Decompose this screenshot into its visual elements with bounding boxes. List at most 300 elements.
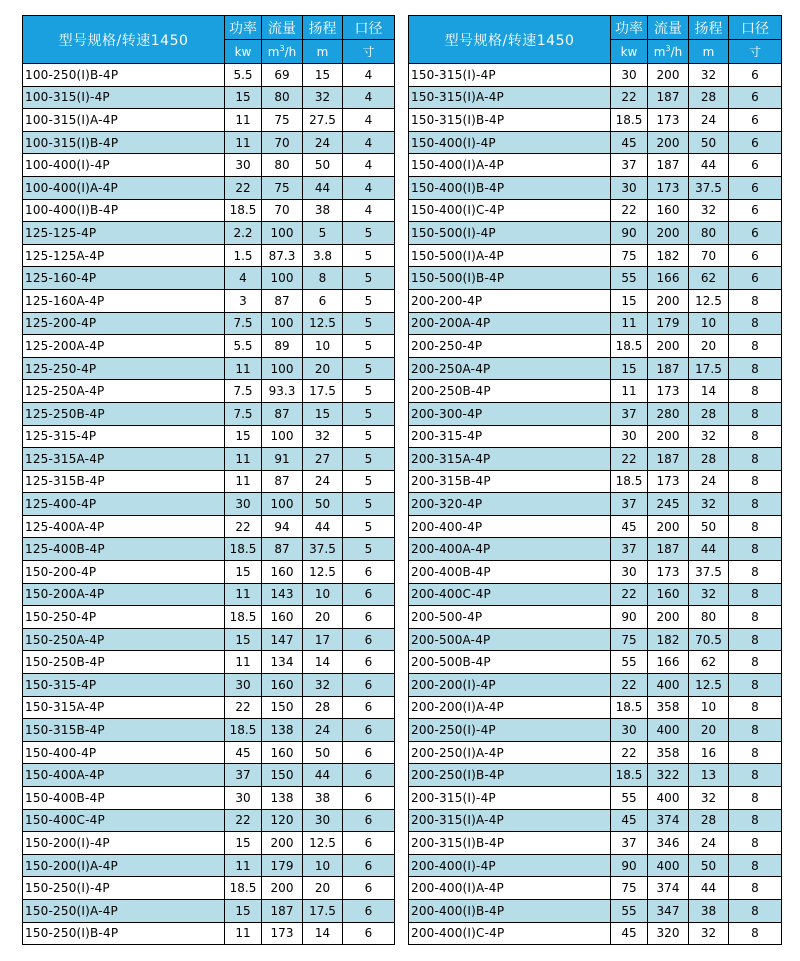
cell-power: 55: [611, 899, 648, 922]
table-row: [409, 86, 782, 109]
table-row: [23, 86, 395, 109]
cell-port: 5: [343, 425, 395, 448]
cell-model: 200-315-4P: [409, 425, 611, 448]
table-row: [409, 64, 782, 87]
cell-power: 15: [611, 289, 648, 312]
cell-port: 5: [343, 244, 395, 267]
cell-port: 8: [729, 854, 782, 877]
cell-head: 20: [303, 877, 343, 900]
cell-flow: 160: [262, 606, 303, 629]
cell-model: 125-125-4P: [23, 222, 225, 245]
cell-power: 11: [225, 109, 262, 132]
cell-head: 70.5: [689, 628, 729, 651]
cell-head: 32: [689, 64, 729, 87]
cell-head: 32: [689, 583, 729, 606]
cell-head: 20: [303, 606, 343, 629]
cell-flow: 134: [262, 651, 303, 674]
cell-flow: 187: [648, 448, 689, 471]
cell-head: 8: [303, 267, 343, 290]
table-row: [23, 606, 395, 629]
cell-head: 14: [303, 651, 343, 674]
cell-head: 17.5: [689, 357, 729, 380]
cell-head: 32: [689, 922, 729, 945]
cell-flow: 347: [648, 899, 689, 922]
cell-head: 37.5: [689, 561, 729, 584]
cell-port: 8: [729, 538, 782, 561]
cell-model: 200-315B-4P: [409, 470, 611, 493]
cell-port: 6: [729, 131, 782, 154]
table-row: [409, 380, 782, 403]
cell-power: 37: [611, 832, 648, 855]
table-row: [409, 628, 782, 651]
cell-model: 200-500-4P: [409, 606, 611, 629]
table-row: [409, 154, 782, 177]
cell-port: 4: [343, 176, 395, 199]
cell-model: 150-400-4P: [23, 741, 225, 764]
cell-model: 200-400B-4P: [409, 561, 611, 584]
cell-power: 37: [611, 402, 648, 425]
cell-flow: 173: [648, 470, 689, 493]
cell-flow: 150: [262, 696, 303, 719]
header-power-unit: kw: [611, 40, 648, 64]
cell-port: 6: [343, 741, 395, 764]
cell-port: 8: [729, 764, 782, 787]
cell-power: 30: [611, 719, 648, 742]
table-row: [23, 922, 395, 945]
cell-port: 6: [343, 651, 395, 674]
header-row-top: [409, 16, 782, 40]
cell-flow: 280: [648, 402, 689, 425]
cell-flow: 100: [262, 267, 303, 290]
cell-head: 50: [303, 493, 343, 516]
cell-flow: 200: [648, 64, 689, 87]
cell-port: 6: [343, 832, 395, 855]
cell-flow: 358: [648, 741, 689, 764]
cell-power: 45: [225, 741, 262, 764]
table-row: [409, 809, 782, 832]
cell-head: 10: [303, 335, 343, 358]
cell-power: 11: [225, 131, 262, 154]
flow-unit-prefix: m: [267, 45, 280, 59]
cell-head: 80: [689, 222, 729, 245]
table-row: [23, 787, 395, 810]
cell-model: 150-400(I)A-4P: [409, 154, 611, 177]
cell-flow: 80: [262, 154, 303, 177]
cell-head: 70: [689, 244, 729, 267]
cell-model: 200-250(I)A-4P: [409, 741, 611, 764]
table-row: [409, 696, 782, 719]
cell-model: 150-250(I)B-4P: [23, 922, 225, 945]
cell-model: 200-400-4P: [409, 515, 611, 538]
cell-model: 150-315B-4P: [23, 719, 225, 742]
cell-power: 30: [611, 64, 648, 87]
cell-model: 150-400C-4P: [23, 809, 225, 832]
cell-port: 8: [729, 561, 782, 584]
cell-port: 6: [343, 628, 395, 651]
cell-flow: 173: [648, 561, 689, 584]
cell-model: 100-315(I)-4P: [23, 86, 225, 109]
cell-port: 6: [729, 154, 782, 177]
cell-flow: 160: [262, 741, 303, 764]
cell-power: 11: [611, 380, 648, 403]
cell-model: 200-315(I)B-4P: [409, 832, 611, 855]
header-power: 功率: [611, 16, 648, 40]
cell-head: 32: [689, 425, 729, 448]
header-head: 扬程: [303, 16, 343, 40]
cell-model: 150-250A-4P: [23, 628, 225, 651]
cell-flow: 200: [648, 289, 689, 312]
cell-model: 125-160A-4P: [23, 289, 225, 312]
cell-model: 150-400(I)-4P: [409, 131, 611, 154]
cell-model: 200-320-4P: [409, 493, 611, 516]
cell-model: 200-315(I)A-4P: [409, 809, 611, 832]
table-row: [23, 493, 395, 516]
cell-head: 10: [689, 696, 729, 719]
cell-model: 200-250(I)-4P: [409, 719, 611, 742]
cell-port: 6: [729, 267, 782, 290]
flow-unit-prefix: m: [653, 45, 666, 59]
cell-model: 150-500(I)A-4P: [409, 244, 611, 267]
header-port-unit: 寸: [343, 40, 395, 64]
cell-port: 6: [729, 199, 782, 222]
cell-flow: 400: [648, 719, 689, 742]
cell-model: 125-125A-4P: [23, 244, 225, 267]
cell-head: 14: [303, 922, 343, 945]
cell-model: 125-315B-4P: [23, 470, 225, 493]
cell-flow: 374: [648, 877, 689, 900]
cell-flow: 80: [262, 86, 303, 109]
cell-power: 37: [611, 154, 648, 177]
cell-power: 1.5: [225, 244, 262, 267]
header-head: 扬程: [689, 16, 729, 40]
cell-model: 200-300-4P: [409, 402, 611, 425]
table-row: [409, 741, 782, 764]
cell-power: 90: [611, 222, 648, 245]
cell-port: 6: [343, 719, 395, 742]
table-row: [409, 719, 782, 742]
flow-unit-suffix: /h: [670, 45, 683, 59]
table-row: [409, 109, 782, 132]
cell-power: 30: [225, 787, 262, 810]
cell-model: 150-315(I)B-4P: [409, 109, 611, 132]
header-power-unit: kw: [225, 40, 262, 64]
cell-head: 15: [303, 64, 343, 87]
cell-power: 7.5: [225, 312, 262, 335]
cell-power: 55: [611, 651, 648, 674]
cell-flow: 187: [648, 538, 689, 561]
table-row: [409, 312, 782, 335]
cell-model: 200-400C-4P: [409, 583, 611, 606]
cell-model: 200-500A-4P: [409, 628, 611, 651]
cell-port: 6: [343, 899, 395, 922]
cell-port: 4: [343, 154, 395, 177]
cell-model: 200-250-4P: [409, 335, 611, 358]
cell-port: 8: [729, 380, 782, 403]
cell-power: 2.2: [225, 222, 262, 245]
cell-head: 50: [689, 515, 729, 538]
cell-port: 6: [343, 922, 395, 945]
cell-model: 200-200A-4P: [409, 312, 611, 335]
cell-flow: 358: [648, 696, 689, 719]
cell-flow: 179: [648, 312, 689, 335]
cell-head: 32: [689, 493, 729, 516]
cell-model: 125-250A-4P: [23, 380, 225, 403]
cell-power: 11: [225, 470, 262, 493]
cell-flow: 100: [262, 312, 303, 335]
cell-head: 12.5: [689, 674, 729, 697]
table-row: [409, 832, 782, 855]
cell-flow: 160: [262, 561, 303, 584]
cell-power: 11: [225, 583, 262, 606]
cell-head: 44: [689, 154, 729, 177]
cell-model: 100-400(I)A-4P: [23, 176, 225, 199]
cell-model: 100-315(I)B-4P: [23, 131, 225, 154]
table-row: [23, 470, 395, 493]
table-row: [409, 289, 782, 312]
table-row: [409, 222, 782, 245]
table-row: [23, 628, 395, 651]
table-row: [409, 493, 782, 516]
cell-power: 30: [611, 176, 648, 199]
cell-head: 50: [303, 154, 343, 177]
cell-flow: 187: [648, 154, 689, 177]
cell-head: 17.5: [303, 899, 343, 922]
cell-flow: 100: [262, 493, 303, 516]
cell-model: 150-400(I)C-4P: [409, 199, 611, 222]
cell-head: 12.5: [303, 312, 343, 335]
cell-power: 15: [225, 832, 262, 855]
cell-flow: 87.3: [262, 244, 303, 267]
cell-port: 8: [729, 809, 782, 832]
cell-port: 4: [343, 199, 395, 222]
header-model-title: 型号规格/转速1450: [23, 16, 225, 64]
cell-power: 22: [611, 86, 648, 109]
cell-power: 22: [225, 696, 262, 719]
cell-power: 11: [611, 312, 648, 335]
cell-model: 125-200A-4P: [23, 335, 225, 358]
cell-port: 6: [729, 109, 782, 132]
cell-port: 6: [343, 764, 395, 787]
cell-port: 6: [343, 877, 395, 900]
cell-head: 37.5: [689, 176, 729, 199]
cell-flow: 150: [262, 764, 303, 787]
table-row: [409, 335, 782, 358]
table-row: [23, 719, 395, 742]
cell-model: 150-315(I)A-4P: [409, 86, 611, 109]
table-row: [23, 877, 395, 900]
table-row: [23, 583, 395, 606]
cell-flow: 75: [262, 109, 303, 132]
table-row: [23, 448, 395, 471]
header-flow-unit: [262, 40, 303, 64]
header-head-unit: m: [689, 40, 729, 64]
cell-flow: 173: [648, 176, 689, 199]
cell-head: 15: [303, 402, 343, 425]
cell-model: 125-250B-4P: [23, 402, 225, 425]
cell-model: 200-200(I)-4P: [409, 674, 611, 697]
cell-flow: 200: [648, 222, 689, 245]
cell-power: 18.5: [611, 109, 648, 132]
cell-power: 18.5: [611, 764, 648, 787]
cell-flow: 166: [648, 651, 689, 674]
cell-power: 15: [225, 86, 262, 109]
table-row: [23, 267, 395, 290]
table-row: [23, 425, 395, 448]
cell-power: 22: [225, 809, 262, 832]
table-row: [23, 764, 395, 787]
cell-power: 11: [225, 357, 262, 380]
cell-flow: 400: [648, 787, 689, 810]
cell-head: 32: [689, 787, 729, 810]
cell-power: 45: [611, 809, 648, 832]
cell-port: 6: [729, 222, 782, 245]
cell-head: 20: [689, 335, 729, 358]
cell-power: 15: [225, 425, 262, 448]
cell-power: 11: [225, 448, 262, 471]
cell-head: 32: [689, 199, 729, 222]
cell-power: 37: [611, 538, 648, 561]
cell-model: 125-200-4P: [23, 312, 225, 335]
cell-model: 150-250(I)-4P: [23, 877, 225, 900]
cell-power: 30: [611, 425, 648, 448]
cell-power: 11: [225, 854, 262, 877]
table-row: [409, 674, 782, 697]
table-row: [23, 402, 395, 425]
header-port: 口径: [343, 16, 395, 40]
cell-power: 18.5: [225, 877, 262, 900]
cell-port: 8: [729, 289, 782, 312]
table-row: [23, 335, 395, 358]
cell-power: 90: [611, 854, 648, 877]
cell-head: 38: [303, 199, 343, 222]
header-flow-unit: [648, 40, 689, 64]
cell-head: 12.5: [303, 832, 343, 855]
cell-model: 150-200A-4P: [23, 583, 225, 606]
table-row: [409, 357, 782, 380]
cell-head: 24: [689, 470, 729, 493]
table-row: [409, 538, 782, 561]
header-port-unit: 寸: [729, 40, 782, 64]
cell-port: 6: [729, 86, 782, 109]
cell-head: 44: [689, 538, 729, 561]
cell-model: 150-315-4P: [23, 674, 225, 697]
cell-head: 24: [689, 109, 729, 132]
table-row: [23, 561, 395, 584]
table-row: [23, 154, 395, 177]
cell-flow: 100: [262, 357, 303, 380]
cell-power: 22: [225, 176, 262, 199]
table-row: [409, 402, 782, 425]
cell-port: 8: [729, 448, 782, 471]
table-row: [409, 425, 782, 448]
cell-power: 22: [611, 674, 648, 697]
header-model-title: 型号规格/转速1450: [409, 16, 611, 64]
cell-power: 15: [225, 899, 262, 922]
cell-port: 8: [729, 493, 782, 516]
cell-head: 17.5: [303, 380, 343, 403]
cell-model: 125-400B-4P: [23, 538, 225, 561]
cell-port: 8: [729, 651, 782, 674]
cell-port: 6: [729, 176, 782, 199]
cell-power: 18.5: [225, 538, 262, 561]
table-row: [23, 899, 395, 922]
cell-power: 15: [225, 628, 262, 651]
cell-port: 4: [343, 131, 395, 154]
cell-head: 10: [689, 312, 729, 335]
cell-power: 3: [225, 289, 262, 312]
table-row: [409, 854, 782, 877]
cell-head: 37.5: [303, 538, 343, 561]
cell-port: 8: [729, 674, 782, 697]
cell-power: 75: [611, 244, 648, 267]
cell-power: 45: [611, 515, 648, 538]
cell-port: 8: [729, 741, 782, 764]
cell-head: 32: [303, 674, 343, 697]
cell-flow: 160: [648, 199, 689, 222]
cell-model: 150-200(I)-4P: [23, 832, 225, 855]
table-row: [23, 289, 395, 312]
cell-flow: 322: [648, 764, 689, 787]
table-row: [23, 222, 395, 245]
cell-port: 4: [343, 109, 395, 132]
cell-head: 24: [689, 832, 729, 855]
cell-model: 200-400A-4P: [409, 538, 611, 561]
header-flow: 流量: [262, 16, 303, 40]
table-row: [23, 312, 395, 335]
cell-port: 8: [729, 583, 782, 606]
cell-flow: 87: [262, 402, 303, 425]
table-row: [409, 583, 782, 606]
cell-power: 45: [611, 131, 648, 154]
cell-power: 30: [611, 561, 648, 584]
cell-model: 150-400(I)B-4P: [409, 176, 611, 199]
cell-flow: 69: [262, 64, 303, 87]
cell-port: 6: [343, 606, 395, 629]
cell-head: 28: [303, 696, 343, 719]
cell-power: 45: [611, 922, 648, 945]
cell-head: 28: [689, 809, 729, 832]
cell-port: 6: [343, 854, 395, 877]
cell-power: 22: [611, 741, 648, 764]
cell-port: 8: [729, 899, 782, 922]
cell-port: 8: [729, 719, 782, 742]
cell-flow: 147: [262, 628, 303, 651]
cell-head: 44: [303, 764, 343, 787]
table-body-right: [409, 16, 782, 945]
table-row: [409, 470, 782, 493]
table-row: [23, 380, 395, 403]
cell-head: 12.5: [689, 289, 729, 312]
cell-model: 200-400(I)A-4P: [409, 877, 611, 900]
cell-head: 28: [689, 402, 729, 425]
cell-flow: 187: [262, 899, 303, 922]
cell-power: 18.5: [611, 470, 648, 493]
table-row: [409, 131, 782, 154]
table-row: [23, 244, 395, 267]
cell-model: 200-400(I)B-4P: [409, 899, 611, 922]
cell-head: 13: [689, 764, 729, 787]
cell-head: 20: [303, 357, 343, 380]
cell-power: 15: [225, 561, 262, 584]
cell-flow: 120: [262, 809, 303, 832]
cell-port: 6: [343, 809, 395, 832]
cell-flow: 400: [648, 674, 689, 697]
table-row: [23, 199, 395, 222]
cell-head: 12.5: [303, 561, 343, 584]
cell-flow: 200: [648, 335, 689, 358]
cell-port: 8: [729, 425, 782, 448]
table-row: [23, 109, 395, 132]
